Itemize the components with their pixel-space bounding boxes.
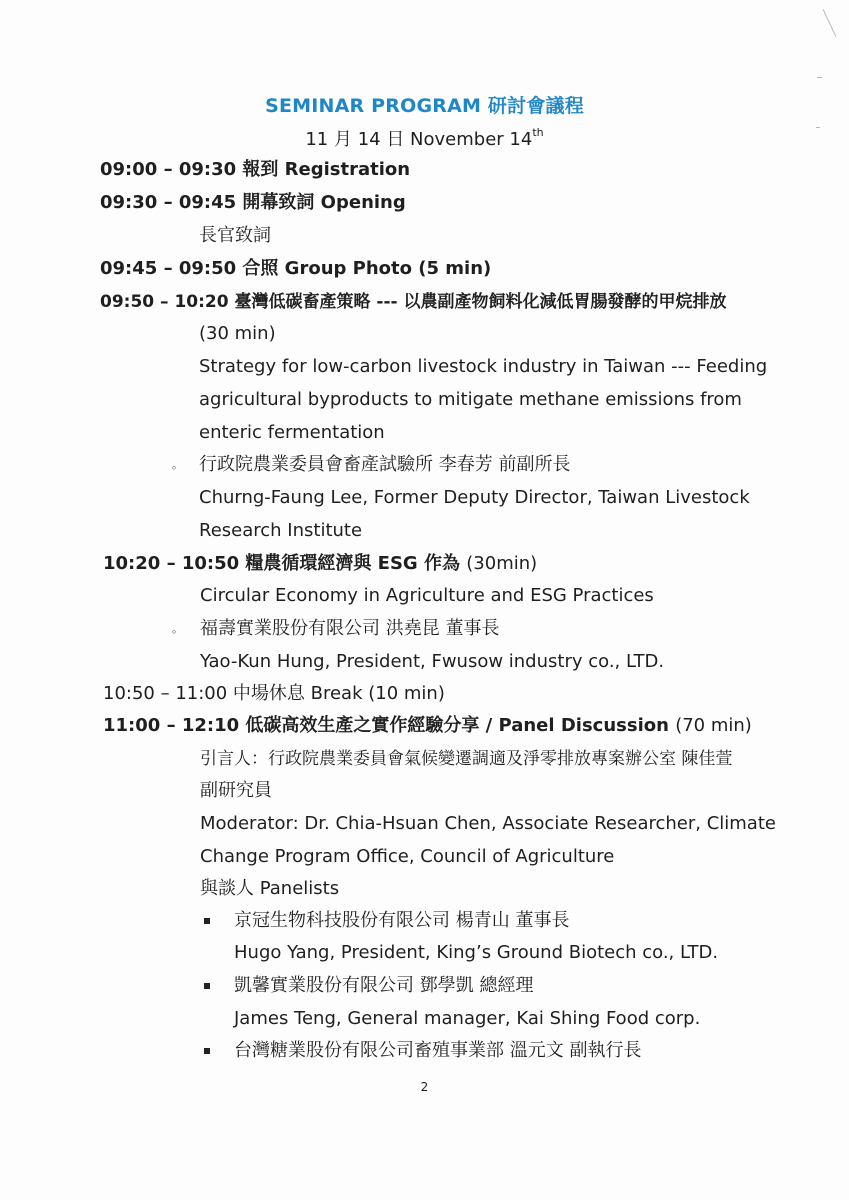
moderator-chinese: 副研究員 [200, 780, 272, 801]
moderator-english: Change Program Office, Council of Agriculture [200, 846, 615, 867]
moderator-english: Moderator: Dr. Chia-Hsuan Chen, Associate Researcher, Climate [200, 813, 776, 834]
session-duration: (30 min) [199, 323, 276, 344]
speaker-bullet: 。 [172, 458, 183, 471]
agenda-time: 09:00 – 09:30 [100, 159, 237, 180]
session-english-title: enteric fermentation [199, 422, 385, 443]
agenda-time: 10:20 – 10:50 [103, 553, 240, 574]
agenda-time: 09:30 – 09:45 [100, 192, 237, 213]
agenda-title: 糧農循環經濟與 ESG 作為 [245, 553, 460, 574]
panelist-english: Hugo Yang, President, King’s Ground Biotech co., LTD. [234, 942, 719, 963]
agenda-duration: (70 min) [675, 715, 752, 736]
panelist-chinese: 京冠生物科技股份有限公司 楊青山 董事長 [234, 910, 570, 931]
speaker-english: Research Institute [199, 520, 363, 541]
agenda-title: 報到 Registration [242, 159, 411, 180]
speaker-english: Churng-Faung Lee, Former Deputy Director, Taiwan Livestock [199, 487, 750, 508]
panelists-heading: 與談人 Panelists [200, 878, 340, 899]
agenda-duration: (30min) [466, 553, 538, 574]
program-date [0, 125, 849, 151]
page-number: 2 [420, 1080, 429, 1094]
moderator-chinese: 引言人：行政院農業委員會氣候變遷調適及淨零排放專案辦公室 陳佳萱 [200, 749, 733, 769]
agenda-time: 11:00 – 12:10 [103, 715, 240, 736]
session-english-title: Circular Economy in Agriculture and ESG Practices [200, 585, 654, 606]
speaker-chinese: 行政院農業委員會畜產試驗所 李春芳 前副所長 [199, 454, 571, 475]
page-title: SEMINAR PROGRAM 研討會議程 [265, 95, 584, 117]
agenda-item-group-photo [100, 257, 491, 281]
agenda-title: 臺灣低碳畜產策略 --- 以農副產物飼料化減低胃腸發酵的甲烷排放 [234, 292, 727, 312]
session-english-title: Strategy for low-carbon livestock industry in Taiwan --- Feeding [199, 356, 768, 377]
agenda-item-circular-economy [103, 552, 537, 576]
agenda-title: 開幕致詞 Opening [242, 192, 406, 213]
date-text: 11 月 14 日 November 14 [305, 129, 533, 150]
speaker-bullet: 。 [172, 622, 183, 635]
panelist-english: James Teng, General manager, Kai Shing Food corp. [234, 1008, 701, 1029]
agenda-title: 低碳高效生產之實作經驗分享 / Panel Discussion [245, 715, 669, 736]
agenda-title: 合照 Group Photo (5 min) [242, 258, 492, 279]
scan-artifact [817, 77, 822, 78]
panelist-bullet [204, 983, 210, 989]
agenda-item-opening [100, 191, 406, 215]
agenda-time: 09:45 – 09:50 [100, 258, 237, 279]
scan-artifact [823, 9, 837, 37]
speaker-english: Yao-Kun Hung, President, Fwusow industry co., LTD. [200, 651, 665, 672]
agenda-item-panel-discussion [103, 714, 752, 738]
agenda-item-break: 10:50 – 11:00 中場休息 Break (10 min) [103, 683, 445, 704]
panelist-chinese: 凱馨實業股份有限公司 鄧學凱 總經理 [234, 975, 534, 996]
opening-detail: 長官致詞 [199, 225, 271, 246]
agenda-time: 09:50 – 10:20 [100, 292, 229, 312]
panelist-bullet [204, 1048, 210, 1054]
panelist-bullet [204, 918, 210, 924]
date-superscript: th [532, 126, 544, 139]
panelist-chinese: 台灣糖業股份有限公司畜殖事業部 溫元文 副執行長 [234, 1040, 642, 1061]
agenda-item-registration [100, 158, 410, 182]
session-english-title: agricultural byproducts to mitigate methane emissions from [199, 389, 742, 410]
speaker-chinese: 福壽實業股份有限公司 洪堯昆 董事長 [200, 618, 500, 639]
agenda-item-low-carbon-strategy [100, 290, 727, 314]
